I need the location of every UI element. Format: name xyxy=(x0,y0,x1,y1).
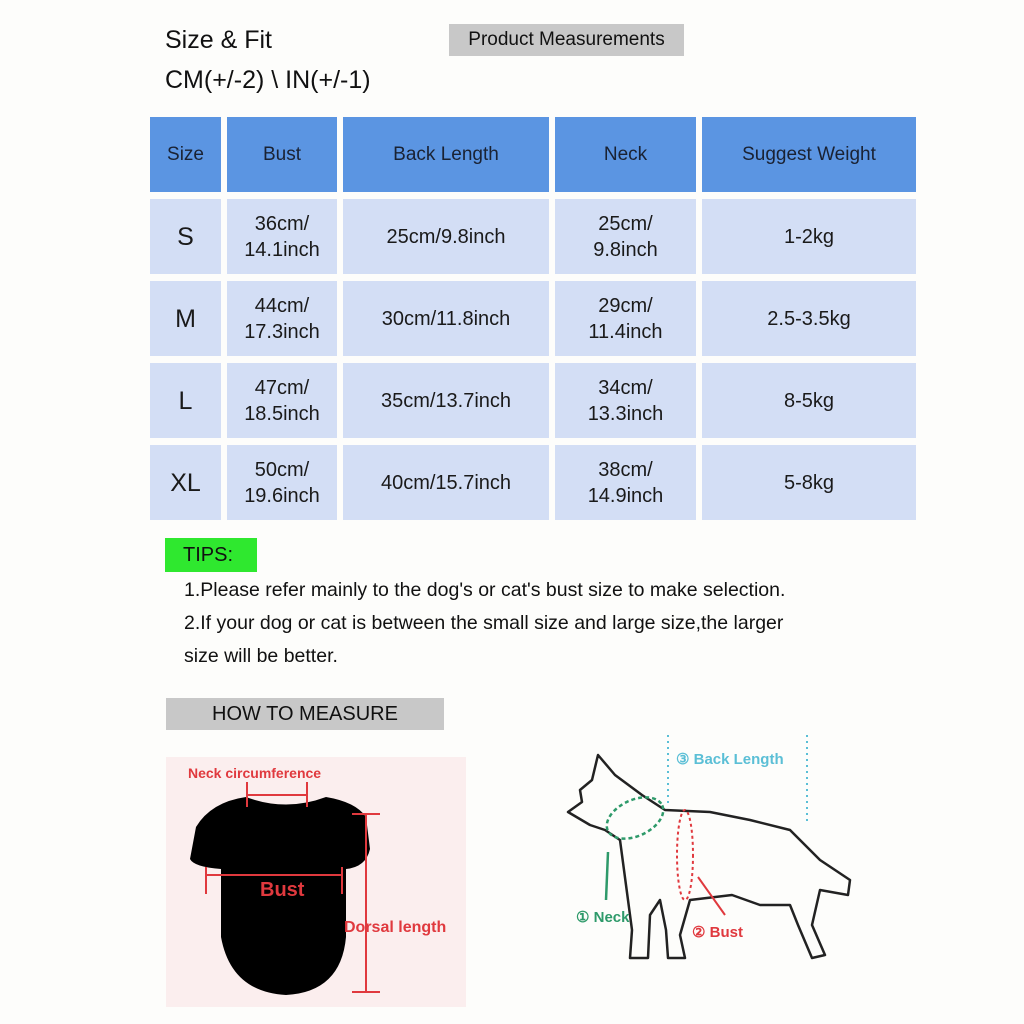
product-measurements-badge: Product Measurements xyxy=(449,24,684,56)
page-title: Size & Fit xyxy=(165,26,272,54)
weight-cell: 8-5kg xyxy=(702,363,916,438)
dog-measurement-diagram xyxy=(550,730,870,980)
table-row xyxy=(150,445,916,520)
back-length-cell: 35cm/13.7inch xyxy=(343,363,549,438)
table-header-row xyxy=(150,117,916,192)
neck-label: ① Neck xyxy=(576,909,630,926)
weight-cell: 2.5-3.5kg xyxy=(702,281,916,356)
bust-cell xyxy=(227,445,337,520)
neck-inch: 13.3inch xyxy=(587,402,664,425)
back-length-cell: 25cm/9.8inch xyxy=(343,199,549,274)
size-cell: M xyxy=(150,281,221,356)
neck-cell xyxy=(555,445,696,520)
neck-cm: 34cm/ xyxy=(598,376,653,399)
weight-cell: 5-8kg xyxy=(702,445,916,520)
table-row xyxy=(150,281,916,356)
bust-cm: 47cm/ xyxy=(254,376,310,399)
neck-cell xyxy=(555,199,696,274)
back-length-cell: 40cm/15.7inch xyxy=(343,445,549,520)
size-cell: S xyxy=(150,199,221,274)
neck-cell xyxy=(555,281,696,356)
back-length-label: ③ Back Length xyxy=(676,751,784,768)
bust-cell xyxy=(227,363,337,438)
bust-cell xyxy=(227,281,337,356)
neck-inch: 9.8inch xyxy=(593,238,658,261)
column-header-neck: Neck xyxy=(555,117,696,192)
size-cell: L xyxy=(150,363,221,438)
bust-label: Bust xyxy=(260,879,305,901)
neck-inch: 14.9inch xyxy=(587,484,664,507)
neck-cm: 38cm/ xyxy=(598,458,653,481)
column-header-bust: Bust xyxy=(227,117,337,192)
shirt-measurement-diagram xyxy=(166,757,466,1007)
bust-cm: 36cm/ xyxy=(254,212,310,235)
bust-inch: 17.3inch xyxy=(244,320,320,343)
tip-line-3: size will be better. xyxy=(184,645,338,667)
tolerance-note: CM(+/-2) \ IN(+/-1) xyxy=(165,66,371,94)
weight-cell: 1-2kg xyxy=(702,199,916,274)
neck-cm: 29cm/ xyxy=(598,294,653,317)
back-length-cell: 30cm/11.8inch xyxy=(343,281,549,356)
table-row xyxy=(150,363,916,438)
tip-line-1: 1.Please refer mainly to the dog's or cat's bust size to make selection. xyxy=(184,579,786,601)
bust-inch: 19.6inch xyxy=(244,484,320,507)
neck-inch: 11.4inch xyxy=(588,320,663,343)
dorsal-length-label: Dorsal length xyxy=(344,919,447,936)
tip-line-2: 2.If your dog or cat is between the small size and large size,the larger xyxy=(184,612,784,634)
bust-label: ② Bust xyxy=(692,924,743,941)
shirt-diagram-icon xyxy=(166,757,466,1007)
bust-cell xyxy=(227,199,337,274)
bust-inch: 18.5inch xyxy=(244,402,320,425)
how-to-measure-badge: HOW TO MEASURE xyxy=(166,698,444,730)
column-header-size: Size xyxy=(150,117,221,192)
size-cell: XL xyxy=(150,445,221,520)
tips-badge: TIPS: xyxy=(165,538,257,572)
neck-circumference-label: Neck circumference xyxy=(188,765,322,781)
bust-inch: 14.1inch xyxy=(244,238,320,261)
column-header-suggest-weight: Suggest Weight xyxy=(702,117,916,192)
size-chart-table xyxy=(144,110,922,527)
table-row xyxy=(150,199,916,274)
bust-cm: 50cm/ xyxy=(254,458,310,481)
column-header-back-length: Back Length xyxy=(343,117,549,192)
neck-cell xyxy=(555,363,696,438)
bust-cm: 44cm/ xyxy=(254,294,310,317)
neck-cm: 25cm/ xyxy=(598,212,653,235)
